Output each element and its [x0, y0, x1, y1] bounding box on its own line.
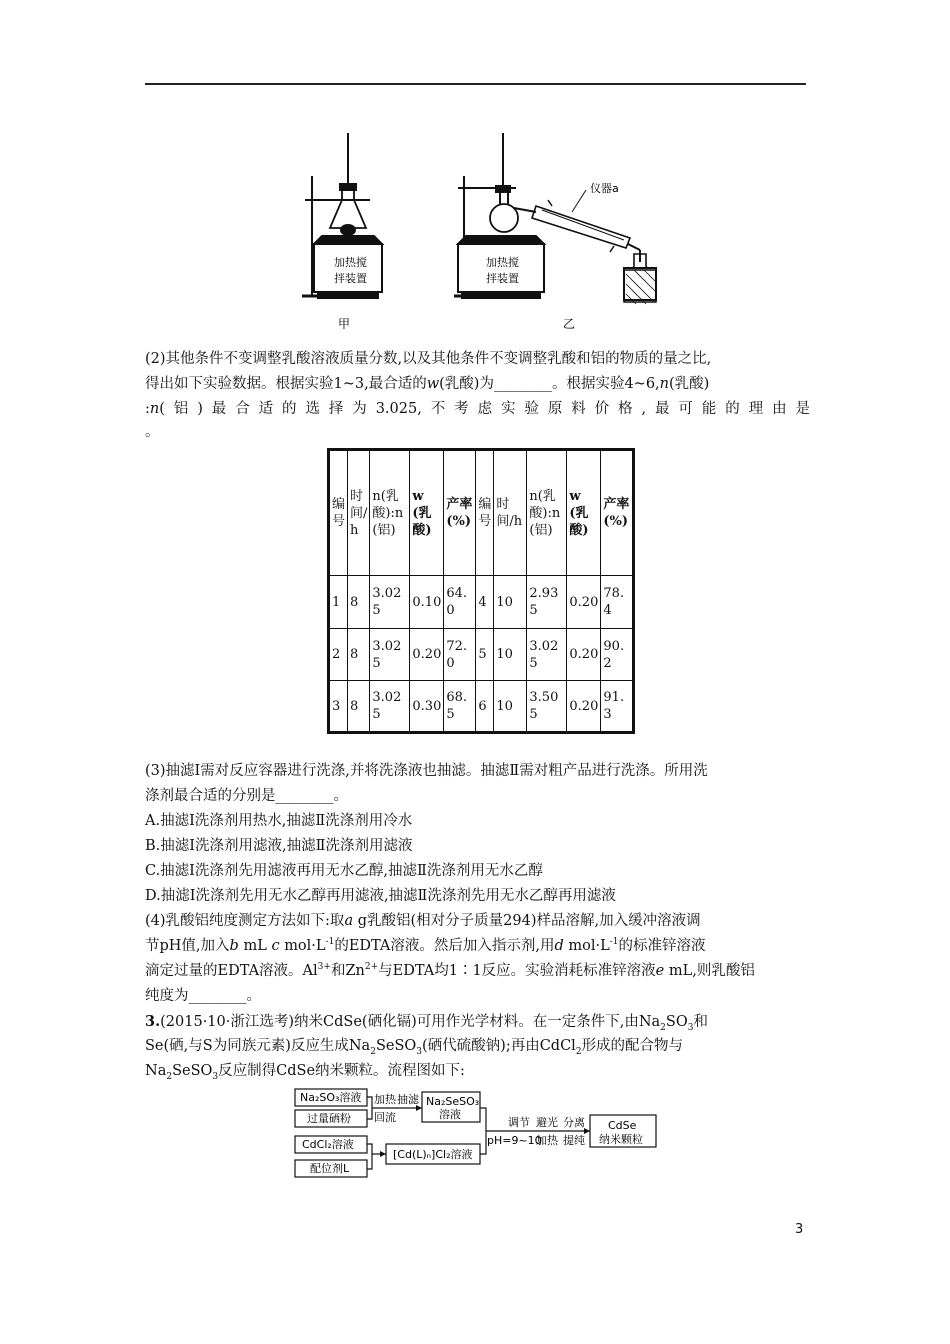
- header-cell: 时间/h: [494, 450, 527, 576]
- experiment-table: [327, 448, 635, 734]
- page-number: 3: [795, 1222, 804, 1237]
- flow-heat: 加热: [374, 1093, 396, 1106]
- flow-na2so3: Na₂SO₃溶液: [300, 1091, 362, 1104]
- flow-na2seso3-solution: 溶液: [439, 1108, 461, 1121]
- label-jia: 甲: [338, 317, 351, 331]
- table-cell: 6: [476, 681, 494, 733]
- table-cell: 3.025: [370, 629, 410, 681]
- table-cell: 0.20: [410, 629, 444, 681]
- header-cell: 时间/h: [348, 450, 370, 576]
- q3-line1: (3)抽滤Ⅰ需对反应容器进行洗涤,并将洗涤液也抽滤。抽滤Ⅱ需对粗产品进行洗涤。所用洗: [145, 763, 708, 779]
- table-cell: 3.025: [370, 681, 410, 733]
- table-row: [329, 576, 634, 629]
- flow-reflux: 回流: [374, 1111, 396, 1124]
- flow-heat2: 加热: [536, 1134, 558, 1147]
- table-cell: 68.5: [444, 681, 476, 733]
- q5-line3: $Na_2SeSO_3$反应制得CdSe纳米颗粒。流程图如下:: [145, 1063, 465, 1082]
- table-row: [329, 629, 634, 681]
- flow-ph: pH=9~10: [487, 1134, 542, 1147]
- table-cell: 10: [494, 576, 527, 629]
- label-yi: 乙: [563, 317, 576, 331]
- table-cell: 0.30: [410, 681, 444, 733]
- table-cell: 0.10: [410, 576, 444, 629]
- table-cell: 3: [329, 681, 348, 733]
- header-cell: 编号: [329, 450, 348, 576]
- table-cell: 3.025: [370, 576, 410, 629]
- heater-label-jia-2: 拌装置: [334, 272, 367, 285]
- table-cell: 4: [476, 576, 494, 629]
- table-cell: 91.3: [601, 681, 634, 733]
- flow-product: CdSe: [608, 1119, 637, 1132]
- header-cell: 编号: [476, 450, 494, 576]
- table-cell: 3.025: [527, 629, 567, 681]
- question-number: 3.: [145, 1013, 161, 1030]
- flow-separate: 分离: [563, 1116, 585, 1129]
- apparatus-figure: [290, 128, 660, 338]
- table-cell: 78.4: [601, 576, 634, 629]
- table-cell: 0.20: [567, 629, 601, 681]
- table-cell: 3.505: [527, 681, 567, 733]
- header-cell: w(乳酸): [567, 450, 601, 576]
- flow-na2seso3: Na₂SeSO₃: [426, 1095, 480, 1108]
- table-cell: 5: [476, 629, 494, 681]
- table-cell: 90.2: [601, 629, 634, 681]
- flow-purify: 提纯: [563, 1134, 585, 1147]
- table-cell: 72.0: [444, 629, 476, 681]
- q5-line1: 3.(2015·10·浙江选考)纳米CdSe(硒化镉)可用作光学材料。在一定条件下,由$Na_2SO_3$和: [145, 1013, 708, 1033]
- header-rule: [145, 83, 806, 85]
- q4-line3: 滴定过量的EDTA溶液。$Al^{3+}$和$Zn^{2+}$与EDTA均1∶1反应。实验消耗标准锌溶液e mL,则乳酸铝: [145, 962, 755, 979]
- flow-dark: 避光: [536, 1116, 558, 1129]
- header-cell: 产率(%): [444, 450, 476, 576]
- table-cell: 2.935: [527, 576, 567, 629]
- table-cell: 64.0: [444, 576, 476, 629]
- process-flowchart: [290, 1086, 660, 1188]
- q3-option-a: A.抽滤Ⅰ洗涤剂用热水,抽滤Ⅱ洗涤剂用冷水: [145, 813, 413, 829]
- flow-adjust: 调节: [508, 1116, 530, 1129]
- table-cell: 10: [494, 681, 527, 733]
- q4-line1: (4)乳酸铝纯度测定方法如下:取a g乳酸铝(相对分子质量294)样品溶解,加入缓冲溶液调: [145, 913, 701, 929]
- q2-line4: 。: [145, 424, 160, 440]
- table-cell: 10: [494, 629, 527, 681]
- q5-line2: Se(硒,与S为同族元素)反应生成$Na_2SeSO_3$(硒代硫酸钠);再由CdCl$_2$形成的配合物与: [145, 1038, 684, 1057]
- flow-complex: [Cd(L)ₙ]Cl₂溶液: [393, 1148, 473, 1161]
- flow-cdcl2: CdCl₂溶液: [302, 1138, 354, 1151]
- q3-option-b: B.抽滤Ⅰ洗涤剂用滤液,抽滤Ⅱ洗涤剂用滤液: [145, 838, 413, 854]
- header-cell: w(乳酸): [410, 450, 444, 576]
- q4-line2: 节pH值,加入b mL c $mol\cdot L^{-1}$的EDTA溶液。然后加入指示剂,用d $mol\cdot L^{-1}$的标准锌溶液: [145, 937, 706, 954]
- table-row: [329, 681, 634, 733]
- q3-option-c: C.抽滤Ⅰ洗涤剂先用滤液再用无水乙醇,抽滤Ⅱ洗涤剂用无水乙醇: [145, 863, 543, 879]
- table-cell: 0.20: [567, 576, 601, 629]
- header-cell: n(乳酸):n(铝): [370, 450, 410, 576]
- flow-product-nano: 纳米颗粒: [599, 1133, 643, 1146]
- q2-line1: (2)其他条件不变调整乳酸溶液质量分数,以及其他条件不变调整乳酸和铝的物质的量之比,: [145, 351, 712, 367]
- flow-filter: 抽滤: [397, 1093, 419, 1106]
- q3-line2: 涤剂最合适的分别是________。: [145, 788, 348, 804]
- instrument-a-label: 仪器a: [590, 182, 619, 195]
- table-cell: 0.20: [567, 681, 601, 733]
- table-cell: 2: [329, 629, 348, 681]
- table-cell: 8: [348, 629, 370, 681]
- header-cell: n(乳酸):n(铝): [527, 450, 567, 576]
- table-cell: 8: [348, 681, 370, 733]
- q2-line3: :n(铝)最合适的选择为3.025,不考虑实验原料价格,最可能的理由是: [145, 401, 810, 417]
- heater-label-jia-1: 加热搅: [334, 256, 367, 269]
- heater-label-yi-1: 加热搅: [486, 256, 519, 269]
- table-header-row: [329, 450, 634, 576]
- apparatus-yi: [454, 133, 656, 300]
- table-cell: 1: [329, 576, 348, 629]
- header-cell: 产率(%): [601, 450, 634, 576]
- heater-label-yi-2: 拌装置: [486, 272, 519, 285]
- q4-line4: 纯度为________。: [145, 988, 261, 1004]
- q3-option-d: D.抽滤Ⅰ洗涤剂先用无水乙醇再用滤液,抽滤Ⅱ洗涤剂先用无水乙醇再用滤液: [145, 888, 616, 904]
- flow-se: 过量硒粉: [307, 1112, 351, 1125]
- table-cell: 8: [348, 576, 370, 629]
- q2-line2: 得出如下实验数据。根据实验1~3,最合适的w(乳酸)为________。根据实验4~6,n(乳酸): [145, 376, 710, 392]
- flow-ligand: 配位剂L: [310, 1162, 350, 1175]
